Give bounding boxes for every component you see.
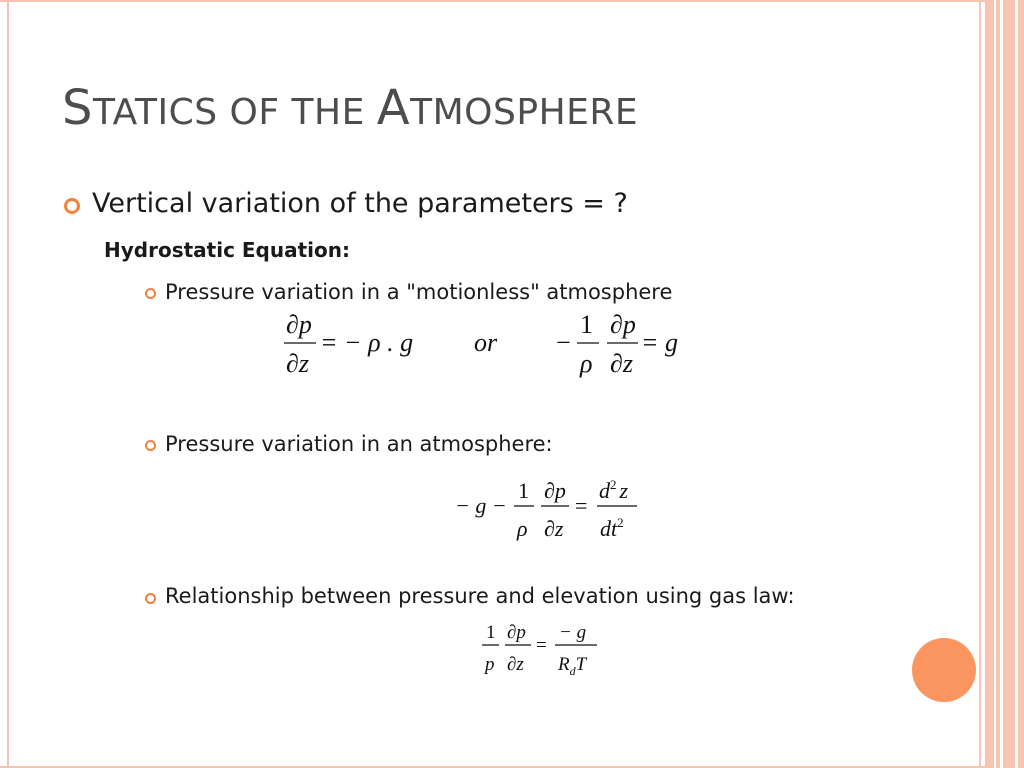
eq-text: =: [536, 635, 547, 656]
subbullet-text: Pressure variation in a "motionless" atmosphere: [165, 280, 673, 304]
bullet-main-text: Vertical variation of the parameters = ?: [92, 188, 628, 219]
eq-text: = − ρ . g: [320, 328, 414, 357]
eq-text: d: [569, 664, 576, 678]
eq-text: ∂z: [610, 349, 633, 378]
eq-text: ρ: [517, 516, 528, 541]
eq-text: −: [556, 328, 571, 357]
eq-text: 1: [518, 478, 529, 503]
eq-text: dt: [600, 516, 618, 541]
eq-text: T: [575, 654, 587, 675]
eq-text: 1: [580, 310, 593, 339]
eq-text: ρ: [580, 349, 593, 378]
title-part: S: [62, 80, 93, 136]
eq-text: ∂p: [610, 310, 636, 339]
eq-text: − g: [559, 622, 587, 643]
eq-text: − g −: [455, 493, 507, 518]
eq-text: ∂p: [544, 478, 566, 503]
eq-text: ∂p: [286, 310, 312, 339]
eq-text: 2: [610, 477, 617, 492]
subheading-text: Hydrostatic Equation:: [104, 238, 350, 262]
eq-text: ∂z: [507, 654, 524, 675]
title-part: TMOSPHERE: [410, 92, 639, 133]
eq-text: = g: [641, 328, 679, 357]
eq-text: d: [599, 478, 610, 503]
eq-text: 1: [486, 622, 496, 643]
subbullet-text: Pressure variation in an atmosphere:: [165, 432, 553, 456]
eq-text: R: [558, 654, 570, 675]
subbullet-text: Relationship between pressure and elevation using gas law:: [165, 584, 795, 608]
eq-text: or: [474, 328, 498, 357]
eq-text: ∂z: [286, 349, 309, 378]
eq-text: ∂z: [544, 516, 564, 541]
title-part: TATICS OF THE: [92, 92, 377, 133]
eq-text: [557, 654, 588, 678]
title-part: A: [376, 80, 411, 136]
eq-text: p: [485, 654, 495, 675]
eq-text: z: [619, 478, 629, 503]
eq-text: =: [575, 493, 588, 518]
eq-text: 2: [617, 515, 624, 530]
eq-text: ∂p: [507, 622, 526, 643]
